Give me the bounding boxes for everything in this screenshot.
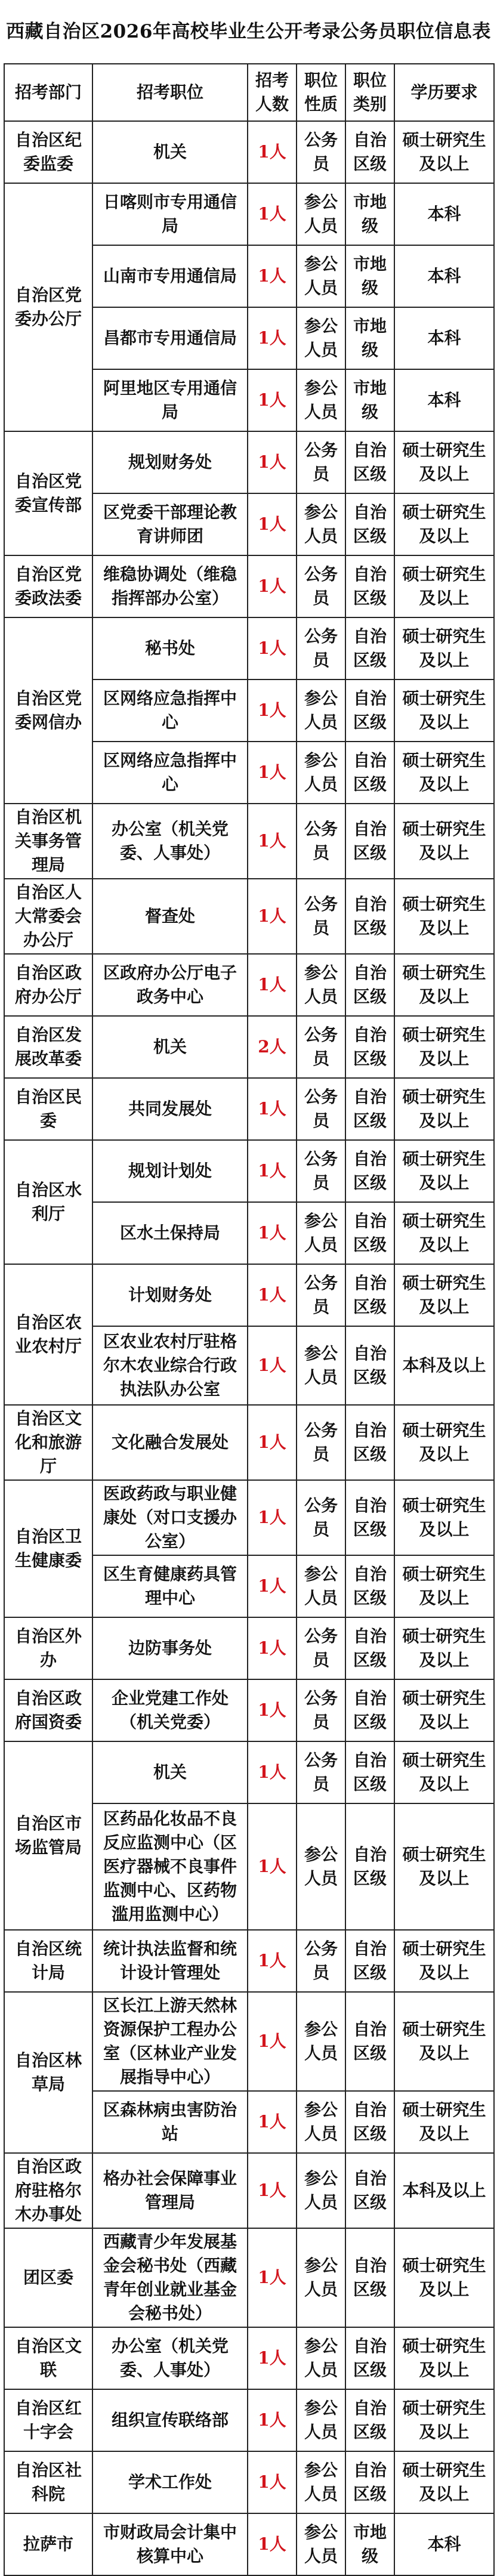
cell-position: 共同发展处 [92,1078,248,1140]
cell-count: 1人 [248,2091,297,2153]
header-education: 学历要求 [394,64,494,121]
cell-category: 自治区级 [345,2091,394,2153]
cell-dept: 自治区社科院 [4,2451,92,2513]
cell-category: 自治区级 [345,1992,394,2091]
cell-nature: 参公人员 [297,954,345,1016]
cell-position: 区森林病虫害防治站 [92,2091,248,2153]
cell-position: 维稳协调处（维稳指挥部办公室） [92,555,248,617]
table-row [4,121,494,183]
cell-count: 1人 [248,493,297,555]
cell-category: 自治区级 [345,617,394,679]
table-row [4,1140,494,1202]
cell-position: 区网络应急指挥中心 [92,742,248,804]
header-nature: 职位性质 [297,64,345,121]
cell-count: 1人 [248,1617,297,1679]
cell-nature: 参公人员 [297,2327,345,2389]
cell-position: 区政府办公厅电子政务中心 [92,954,248,1016]
cell-category: 自治区级 [345,954,394,1016]
cell-count: 1人 [248,1202,297,1264]
cell-count: 1人 [248,2389,297,2451]
cell-nature: 参公人员 [297,1803,345,1930]
cell-position: 区药品化妆品不良反应监测中心（区医疗器械不良事件监测中心、区药物滥用监测中心） [92,1803,248,1930]
cell-dept: 自治区党委网信办 [4,617,92,804]
cell-category: 自治区级 [345,1140,394,1202]
cell-education: 硕士研究生及以上 [394,1617,494,1679]
cell-position: 统计执法监督和统计设计管理处 [92,1930,248,1992]
cell-count: 1人 [248,2153,297,2228]
cell-category: 自治区级 [345,804,394,879]
cell-education: 硕士研究生及以上 [394,493,494,555]
table-row [4,555,494,617]
cell-category: 自治区级 [345,555,394,617]
cell-nature: 参公人员 [297,2228,345,2327]
cell-dept: 自治区发展改革委 [4,1016,92,1078]
cell-category: 市地级 [345,369,394,431]
cell-education: 硕士研究生及以上 [394,555,494,617]
cell-education: 硕士研究生及以上 [394,1264,494,1326]
cell-dept: 自治区文化和旅游厅 [4,1405,92,1480]
cell-category: 自治区级 [345,1202,394,1264]
cell-education: 本科 [394,245,494,307]
cell-position: 边防事务处 [92,1617,248,1679]
cell-dept: 拉萨市 [4,2513,92,2575]
positions-table [4,63,495,2576]
table-row [4,2228,494,2327]
cell-count: 1人 [248,431,297,493]
cell-dept: 自治区党委办公厅 [4,183,92,431]
cell-nature: 公务员 [297,1078,345,1140]
cell-dept: 自治区纪委监委 [4,121,92,183]
cell-nature: 参公人员 [297,183,345,245]
cell-position: 区党委干部理论教育讲师团 [92,493,248,555]
cell-education: 硕士研究生及以上 [394,121,494,183]
cell-nature: 参公人员 [297,369,345,431]
cell-count: 1人 [248,879,297,954]
cell-count: 1人 [248,1078,297,1140]
cell-position: 秘书处 [92,617,248,679]
cell-position: 西藏青少年发展基金会秘书处（西藏青年创业就业基金会秘书处） [92,2228,248,2327]
cell-dept: 自治区农业农村厅 [4,1264,92,1405]
cell-count: 1人 [248,1803,297,1930]
cell-nature: 公务员 [297,879,345,954]
cell-category: 自治区级 [345,1617,394,1679]
cell-count: 1人 [248,555,297,617]
cell-category: 市地级 [345,2513,394,2575]
table-row [4,2327,494,2389]
cell-nature: 公务员 [297,555,345,617]
table-row [4,2389,494,2451]
cell-nature: 公务员 [297,121,345,183]
table-row [4,431,494,493]
cell-count: 1人 [248,307,297,369]
cell-education: 硕士研究生及以上 [394,679,494,742]
cell-count: 1人 [248,954,297,1016]
cell-count: 1人 [248,1992,297,2091]
cell-category: 自治区级 [345,1480,394,1555]
cell-nature: 参公人员 [297,1992,345,2091]
cell-nature: 公务员 [297,1741,345,1803]
cell-nature: 公务员 [297,804,345,879]
cell-count: 1人 [248,1140,297,1202]
cell-count: 1人 [248,2228,297,2327]
cell-education: 本科 [394,183,494,245]
cell-dept: 自治区机关事务管理局 [4,804,92,879]
cell-count: 1人 [248,2513,297,2575]
table-row [4,1016,494,1078]
cell-category: 自治区级 [345,431,394,493]
cell-education: 硕士研究生及以上 [394,431,494,493]
table-row [4,2513,494,2575]
cell-nature: 公务员 [297,1264,345,1326]
cell-count: 1人 [248,1405,297,1480]
cell-education: 硕士研究生及以上 [394,1679,494,1741]
cell-nature: 公务员 [297,1930,345,1992]
cell-dept: 自治区政府国资委 [4,1679,92,1741]
cell-education: 硕士研究生及以上 [394,2228,494,2327]
cell-nature: 参公人员 [297,2513,345,2575]
cell-position: 区网络应急指挥中心 [92,679,248,742]
cell-count: 1人 [248,245,297,307]
cell-nature: 公务员 [297,431,345,493]
cell-education: 本科 [394,2513,494,2575]
cell-education: 硕士研究生及以上 [394,1202,494,1264]
cell-category: 自治区级 [345,1405,394,1480]
cell-dept: 自治区民委 [4,1078,92,1140]
cell-education: 硕士研究生及以上 [394,1992,494,2091]
cell-nature: 参公人员 [297,2451,345,2513]
cell-education: 硕士研究生及以上 [394,1480,494,1555]
cell-dept: 自治区统计局 [4,1930,92,1992]
header-category: 职位类别 [345,64,394,121]
cell-nature: 参公人员 [297,245,345,307]
cell-education: 硕士研究生及以上 [394,954,494,1016]
cell-count: 1人 [248,1679,297,1741]
cell-category: 自治区级 [345,879,394,954]
cell-position: 医政药政与职业健康处（对口支援办公室） [92,1480,248,1555]
cell-category: 自治区级 [345,1741,394,1803]
cell-position: 督查处 [92,879,248,954]
cell-category: 自治区级 [345,121,394,183]
cell-category: 自治区级 [345,1803,394,1930]
cell-category: 自治区级 [345,2389,394,2451]
cell-education: 硕士研究生及以上 [394,1803,494,1930]
cell-dept: 自治区政府驻格尔木办事处 [4,2153,92,2228]
cell-position: 企业党建工作处（机关党委） [92,1679,248,1741]
cell-count: 1人 [248,1741,297,1803]
cell-count: 2人 [248,1016,297,1078]
cell-count: 1人 [248,1326,297,1405]
cell-nature: 参公人员 [297,2091,345,2153]
cell-count: 1人 [248,1264,297,1326]
table-row [4,1617,494,1679]
cell-count: 1人 [248,2327,297,2389]
table-row [4,1679,494,1741]
cell-education: 硕士研究生及以上 [394,2389,494,2451]
cell-education: 硕士研究生及以上 [394,1741,494,1803]
cell-category: 自治区级 [345,679,394,742]
cell-education: 本科及以上 [394,1326,494,1405]
cell-count: 1人 [248,1555,297,1617]
cell-nature: 公务员 [297,1617,345,1679]
cell-count: 1人 [248,183,297,245]
cell-category: 自治区级 [345,1930,394,1992]
cell-nature: 公务员 [297,1480,345,1555]
cell-dept: 自治区市场监管局 [4,1741,92,1930]
table-row [4,183,494,245]
cell-nature: 参公人员 [297,1555,345,1617]
cell-position: 区长江上游天然林资源保护工程办公室（区林业产业发展指导中心） [92,1992,248,2091]
table-row [4,804,494,879]
cell-dept: 自治区党委政法委 [4,555,92,617]
cell-position: 办公室（机关党委、人事处） [92,2327,248,2389]
cell-nature: 参公人员 [297,679,345,742]
table-row [4,1264,494,1326]
cell-nature: 公务员 [297,1016,345,1078]
cell-position: 区农业农村厅驻格尔木农业综合行政执法队办公室 [92,1326,248,1405]
cell-position: 阿里地区专用通信局 [92,369,248,431]
cell-dept: 自治区文联 [4,2327,92,2389]
cell-dept: 自治区卫生健康委 [4,1480,92,1617]
header-dept: 招考部门 [4,64,92,121]
cell-nature: 公务员 [297,1405,345,1480]
cell-education: 本科 [394,307,494,369]
table-row [4,1405,494,1480]
table-header-row [4,64,494,121]
cell-nature: 参公人员 [297,307,345,369]
table-row [4,2153,494,2228]
table-row [4,1078,494,1140]
cell-education: 本科 [394,369,494,431]
header-position: 招考职位 [92,64,248,121]
cell-education: 硕士研究生及以上 [394,1555,494,1617]
cell-category: 自治区级 [345,493,394,555]
cell-dept: 自治区红十字会 [4,2389,92,2451]
cell-position: 办公室（机关党委、人事处） [92,804,248,879]
cell-category: 自治区级 [345,2327,394,2389]
table-row [4,1741,494,1803]
table-row [4,1930,494,1992]
cell-education: 硕士研究生及以上 [394,1930,494,1992]
cell-nature: 参公人员 [297,1326,345,1405]
cell-education: 硕士研究生及以上 [394,742,494,804]
cell-position: 学术工作处 [92,2451,248,2513]
cell-category: 自治区级 [345,1555,394,1617]
cell-category: 市地级 [345,183,394,245]
cell-category: 自治区级 [345,1679,394,1741]
cell-category: 自治区级 [345,2228,394,2327]
cell-position: 日喀则市专用通信局 [92,183,248,245]
cell-count: 1人 [248,679,297,742]
table-row [4,879,494,954]
cell-position: 区生育健康药具管理中心 [92,1555,248,1617]
cell-nature: 公务员 [297,1140,345,1202]
cell-category: 自治区级 [345,742,394,804]
cell-education: 硕士研究生及以上 [394,1016,494,1078]
cell-position: 格办社会保障事业管理局 [92,2153,248,2228]
cell-category: 市地级 [345,245,394,307]
cell-nature: 参公人员 [297,742,345,804]
cell-position: 文化融合发展处 [92,1405,248,1480]
cell-position: 机关 [92,121,248,183]
cell-education: 硕士研究生及以上 [394,2327,494,2389]
cell-education: 硕士研究生及以上 [394,1405,494,1480]
cell-nature: 公务员 [297,1679,345,1741]
cell-education: 硕士研究生及以上 [394,617,494,679]
cell-nature: 参公人员 [297,2389,345,2451]
cell-position: 市财政局会计集中核算中心 [92,2513,248,2575]
cell-count: 1人 [248,121,297,183]
header-count: 招考人数 [248,64,297,121]
cell-position: 机关 [92,1016,248,1078]
cell-position: 组织宣传联络部 [92,2389,248,2451]
cell-count: 1人 [248,617,297,679]
cell-position: 机关 [92,1741,248,1803]
cell-count: 1人 [248,1480,297,1555]
cell-education: 本科及以上 [394,2153,494,2228]
cell-position: 计划财务处 [92,1264,248,1326]
cell-category: 自治区级 [345,1016,394,1078]
page-title: 西藏自治区2026年高校毕业生公开考录公务员职位信息表 [6,21,491,42]
cell-position: 规划计划处 [92,1140,248,1202]
cell-nature: 参公人员 [297,1202,345,1264]
table-row [4,1480,494,1555]
cell-count: 1人 [248,804,297,879]
cell-nature: 参公人员 [297,2153,345,2228]
cell-education: 硕士研究生及以上 [394,2091,494,2153]
cell-education: 硕士研究生及以上 [394,2451,494,2513]
cell-count: 1人 [248,742,297,804]
cell-dept: 自治区水利厅 [4,1140,92,1264]
cell-category: 自治区级 [345,1326,394,1405]
cell-dept: 自治区政府办公厅 [4,954,92,1016]
cell-category: 市地级 [345,307,394,369]
cell-category: 自治区级 [345,1264,394,1326]
cell-nature: 公务员 [297,617,345,679]
table-row [4,617,494,679]
cell-education: 硕士研究生及以上 [394,1140,494,1202]
cell-category: 自治区级 [345,1078,394,1140]
cell-education: 硕士研究生及以上 [394,804,494,879]
cell-category: 自治区级 [345,2451,394,2513]
cell-dept: 团区委 [4,2228,92,2327]
cell-education: 硕士研究生及以上 [394,1078,494,1140]
cell-count: 1人 [248,2451,297,2513]
cell-dept: 自治区党委宣传部 [4,431,92,555]
table-row [4,1992,494,2091]
cell-position: 规划财务处 [92,431,248,493]
cell-dept: 自治区外办 [4,1617,92,1679]
cell-category: 自治区级 [345,2153,394,2228]
cell-count: 1人 [248,1930,297,1992]
table-row [4,954,494,1016]
table-row [4,2451,494,2513]
cell-position: 山南市专用通信局 [92,245,248,307]
cell-dept: 自治区人大常委会办公厅 [4,879,92,954]
cell-dept: 自治区林草局 [4,1992,92,2153]
cell-position: 区水土保持局 [92,1202,248,1264]
cell-education: 硕士研究生及以上 [394,879,494,954]
table-body [4,121,494,2575]
cell-position: 昌都市专用通信局 [92,307,248,369]
cell-nature: 参公人员 [297,493,345,555]
cell-count: 1人 [248,369,297,431]
